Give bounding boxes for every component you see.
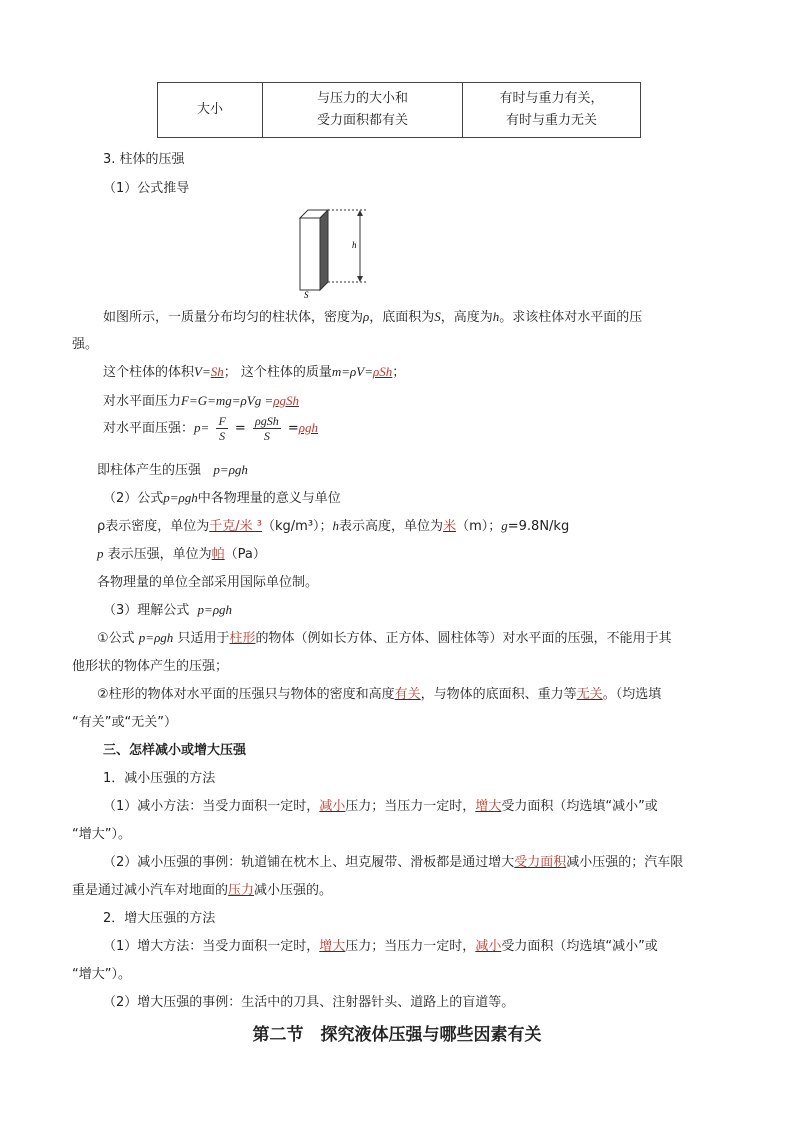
- height-label: h: [352, 240, 357, 250]
- conclusion-line: 即柱体产生的压强 p=ρgh: [97, 462, 248, 478]
- intro-line2: 强。: [72, 337, 99, 352]
- method-line: “增大”）。: [72, 967, 131, 982]
- answer-blank: 帕: [211, 547, 225, 562]
- answer-blank: ρgh: [298, 420, 319, 435]
- example-line: （2）增大压强的事例：生活中的刀具、注射器针头、道路上的盲道等。: [103, 995, 515, 1010]
- answer-blank: 无关: [576, 687, 603, 702]
- answer-blank: ρgSh: [273, 393, 300, 408]
- intro-line1: 如图所示，一质量分布均匀的柱状体，密度为ρ，底面积为S，高度为h。求该柱体对水平面的压: [103, 309, 643, 325]
- example-line: （2）减小压强的事例：轨道铺在枕木上、坦克履带、滑板都是通过增大受力面积减小压强的；汽车限: [103, 855, 684, 870]
- answer-blank: 受力面积: [514, 855, 567, 870]
- volume-line: 这个柱体的体积V=Sh； 这个柱体的质量m=ρV=ρSh；: [103, 364, 406, 380]
- table-row: [158, 83, 641, 138]
- understand-2: ②柱形的物体对水平面的压强只与物体的密度和高度有关，与物体的底面积、重力等无关。（均选填: [97, 687, 662, 702]
- force-line: 对水平面压力F=G=mg=ρVg =ρgSh: [103, 393, 300, 409]
- area-label: S: [304, 290, 309, 300]
- answer-blank: 米: [443, 519, 457, 534]
- section-title: 第二节 探究液体压强与哪些因素有关: [252, 1025, 542, 1045]
- p-unit-line: p 表示压强，单位为帕（Pa）: [97, 546, 266, 562]
- method-heading: 1．减小压强的方法: [103, 771, 216, 786]
- answer-blank: 增大: [319, 939, 346, 954]
- si-line: 各物理量的单位全部采用国际单位制。: [97, 575, 319, 590]
- example-line: 重是通过减小汽车对地面的压力减小压强的。: [72, 883, 333, 898]
- fraction: $\frac{F}{S}$: [218, 414, 226, 443]
- fraction: $\frac{\text{ρgSh}}{S}$: [254, 414, 279, 443]
- table-cell-label: 大小: [158, 83, 263, 138]
- method-line: （1）增大方法：当受力面积一定时，增大压力；当压力一定时，减小受力面积（均选填“减小”或: [103, 939, 658, 954]
- subheading: （3）理解公式 p=ρgh: [103, 602, 233, 618]
- table-cell-line: 有时与重力无关: [505, 113, 597, 128]
- answer-blank: 减小: [319, 799, 346, 814]
- answer-blank: ρSh: [373, 364, 393, 379]
- table-cell-line: 有时与重力有关，: [499, 91, 604, 106]
- method-heading: 2．增大压强的方法: [103, 911, 216, 926]
- table-cell-col2: [463, 83, 641, 138]
- method-line: （1）减小方法：当受力面积一定时，减小压力；当压力一定时，增大受力面积（均选填“减小”或: [103, 799, 658, 814]
- subheading: （1）公式推导: [103, 181, 190, 196]
- answer-blank: 减小: [475, 939, 502, 954]
- answer-blank: 柱形: [229, 631, 256, 646]
- table-cell-col1: [263, 83, 463, 138]
- rho-line: ρ表示密度，单位为千克/米 ³（kg/m³）；h表示高度，单位为米（m）；g=9.8N/kg: [97, 518, 570, 534]
- answer-blank: 千克/米 ³: [209, 519, 262, 534]
- section-heading: 3. 柱体的压强: [103, 152, 185, 167]
- answer-blank: 增大: [475, 799, 502, 814]
- pressure-line: 对水平面压强：p= $\frac{F}{S}$ = $\frac{\text{ρgSh}}{S}$ =ρgh: [103, 414, 319, 443]
- understand-1b: 他形状的物体产生的压强；: [72, 659, 229, 674]
- table-cell-line: 受力面积都有关: [316, 113, 408, 128]
- comparison-table: [157, 82, 641, 138]
- method-line: “增大”）。: [72, 827, 131, 842]
- answer-blank: 压力: [228, 883, 255, 898]
- table-cell-line: 与压力的大小和: [316, 91, 408, 106]
- answer-blank: Sh: [210, 364, 224, 379]
- understand-2b: “有关”或“无关”）: [72, 715, 177, 730]
- section-heading: 三、怎样减小或增大压强: [103, 743, 247, 758]
- cylinder-figure: [290, 200, 380, 300]
- understand-1: ①公式 p=ρgh 只适用于柱形的物体（例如长方体、正方体、圆柱体等）对水平面的压强，不能用于其: [97, 630, 672, 646]
- answer-blank: 有关: [394, 687, 421, 702]
- subheading: （2）公式p=ρgh中各物理量的意义与单位: [103, 490, 341, 506]
